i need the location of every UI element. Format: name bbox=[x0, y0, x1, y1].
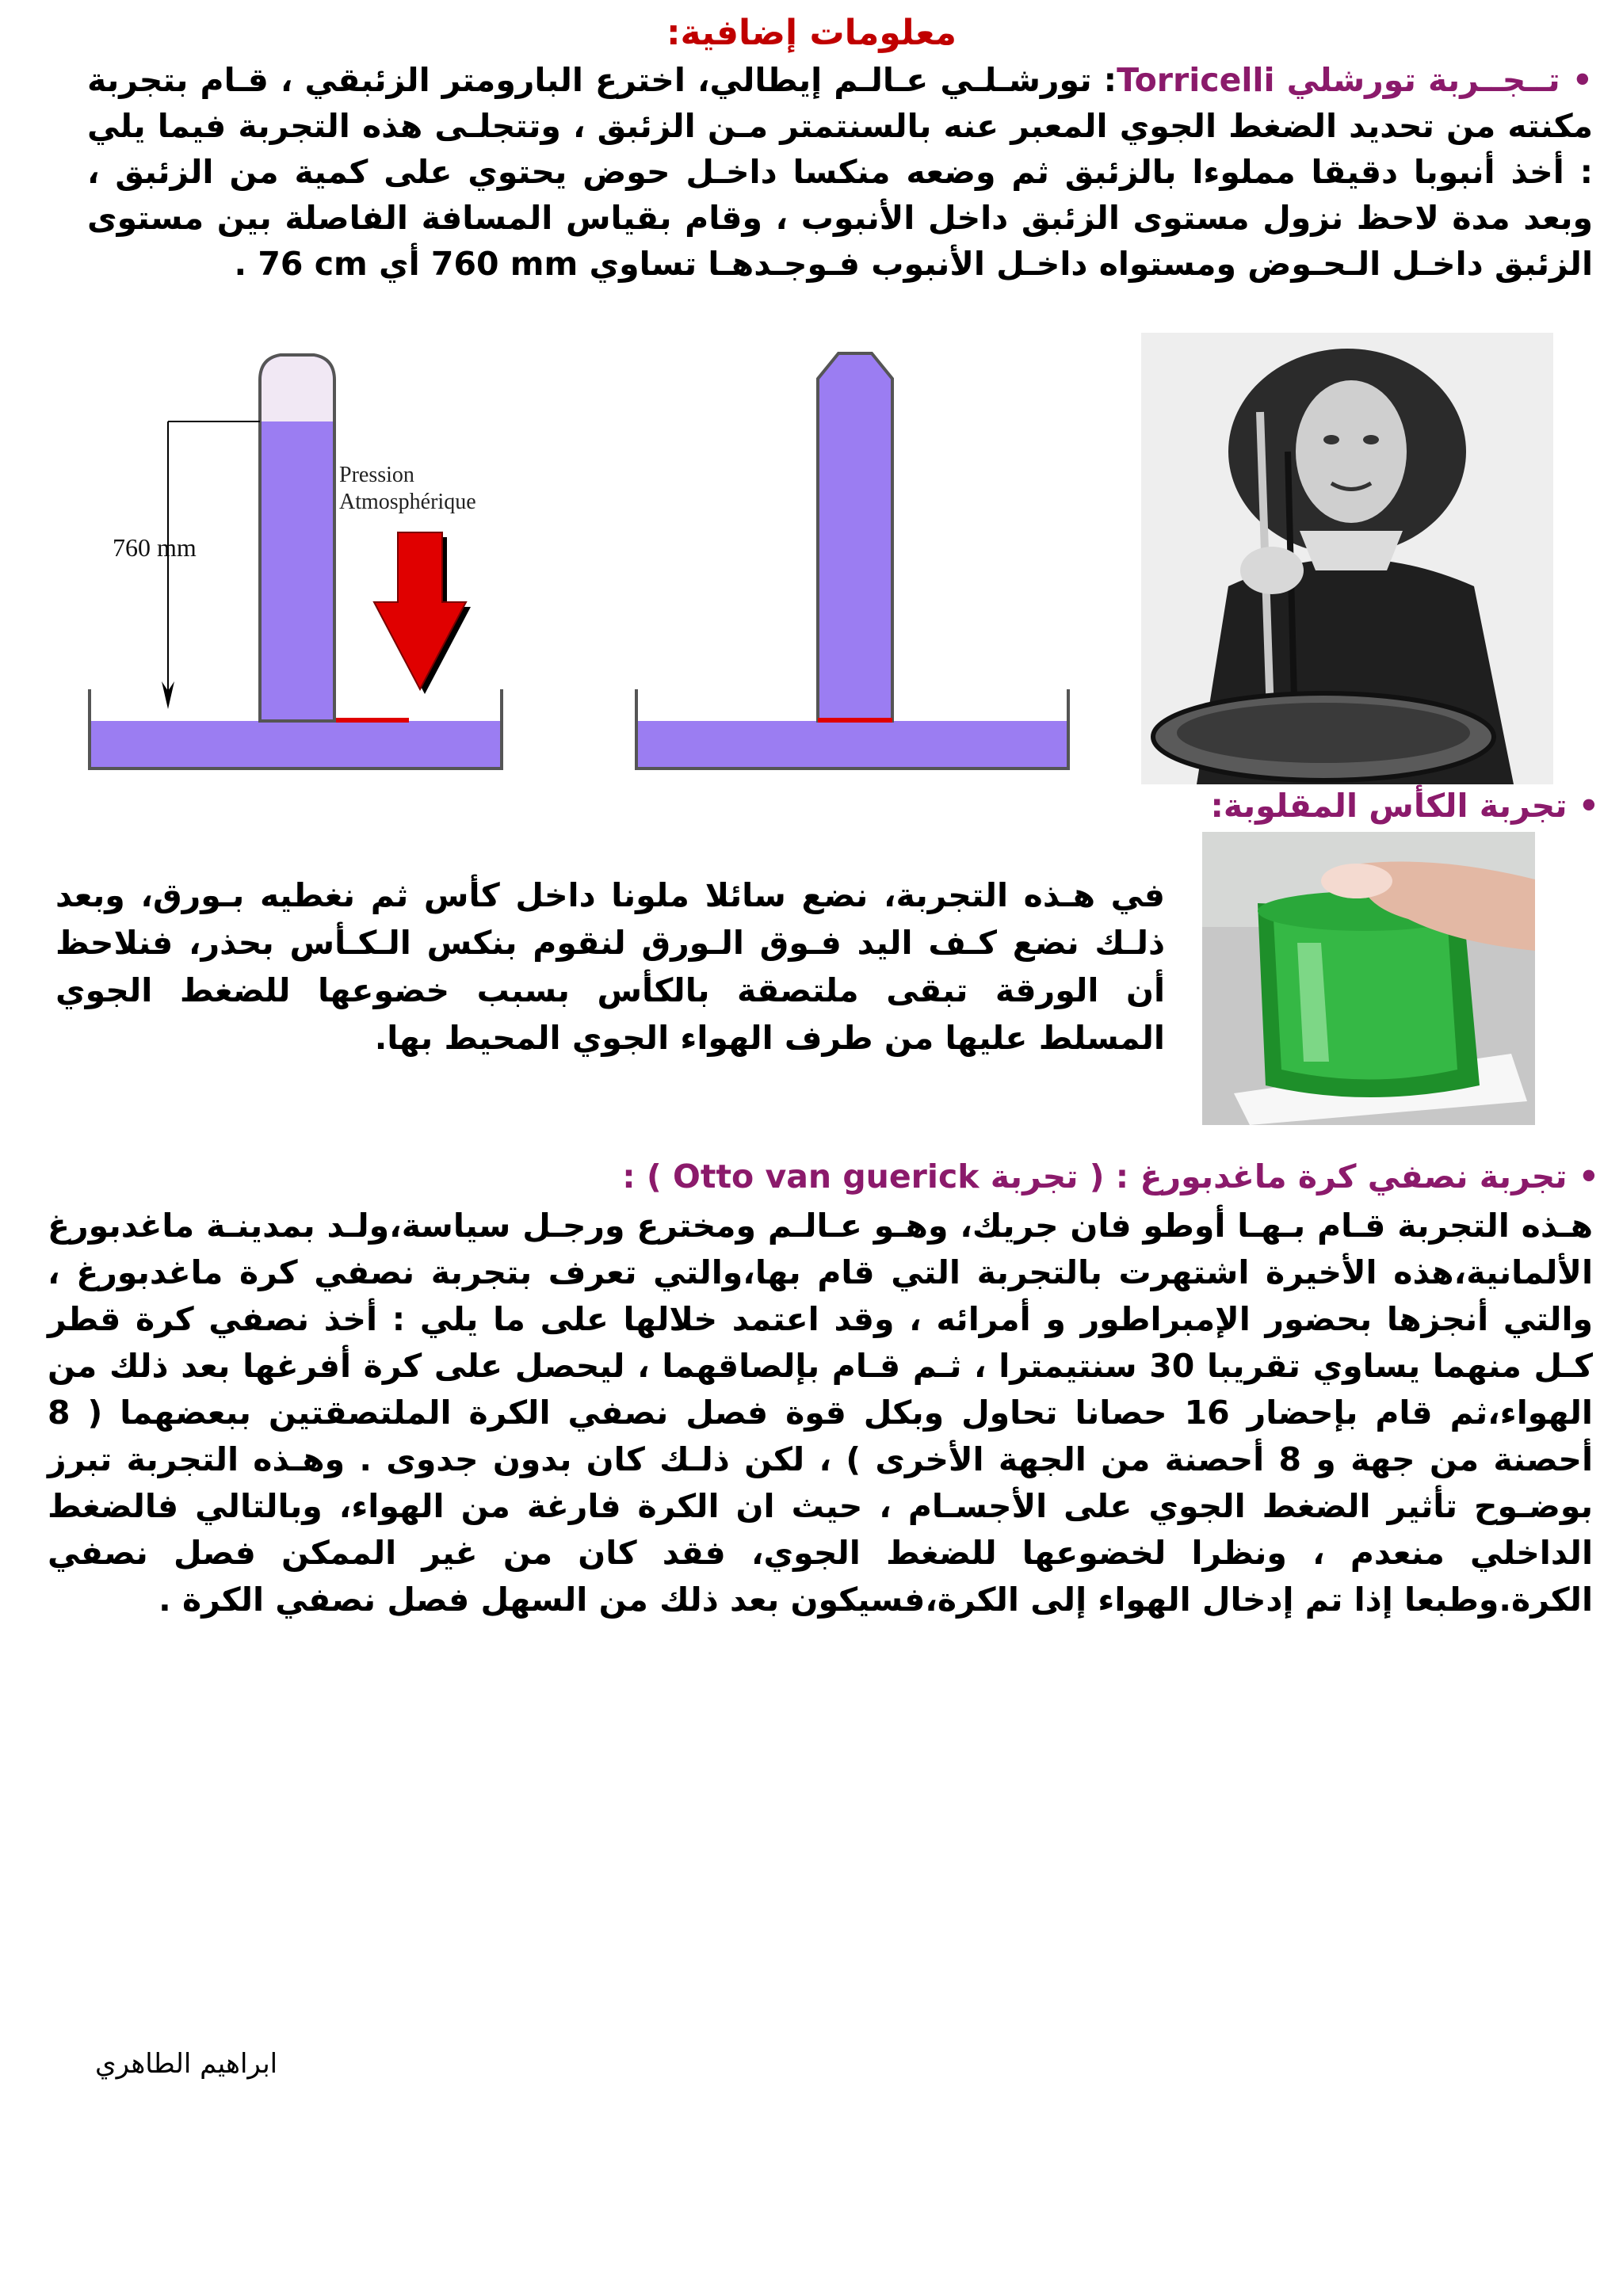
page-title: معلومات إضافية: bbox=[666, 13, 957, 53]
otto-heading: • تجربة نصفي كرة ماغدبورغ : ( تجربة Otto van guerick ) : bbox=[622, 1158, 1599, 1196]
barometer-figure bbox=[79, 333, 1078, 792]
torricelli-heading-en: Torricelli bbox=[1117, 61, 1275, 99]
torricelli-ay: أي bbox=[379, 245, 420, 283]
torricelli-end: . bbox=[234, 245, 247, 283]
torricelli-heading: • تــجــربة تورشلي bbox=[1286, 61, 1593, 99]
torricelli-value-mm: 760 mm bbox=[430, 245, 579, 283]
torricelli-body: : تورشـلـي عـالـم إيطالي، اخترع البارومتر الزئبقي ، قـام بتجربة مكنته من تحديد الضغط الجوي المعبر عنه بالسنتمتر مـن الزئبق ، وتتجلـى هذه التجربة فيما يلي : أخذ أنبوبا دقيقا مملوءا بالزئبق ثم وضعه منكسا داخـل حوض يحتوي على كمية من الزئبق ، وبعد مدة لاحظ نزول مستوى الزئبق داخل الأنبوب ، وقام بقياس المسافة الفاصلة بين مستوى الزئبق داخـل الـحـوض ومستواه داخـل الأنبوب فـوجـدهـا تساوي bbox=[87, 61, 1593, 283]
inverted-glass-photo bbox=[1202, 832, 1535, 1125]
otto-paragraph: هـذه التجربة قـام بـهـا أوطو فان جريك، وهـو عـالـم ومخترع ورجـل سياسة،ولـد بمدينـة ماغدبورغ الألمانية،هذه الأخيرة اشتهرت بالتجربة التي قام بها،والتي تعرف بتجربة نصفي كرة ماغدبورغ ، والتي أنجزها بحضور الإمبراطور و أمرائه ، وقد اعتمد خلالها على ما يلي : أخذ نصفي كرة قطر كـل منهما يساوي تقريبا 30 سنتيمترا ، ثـم قـام بإلصاقهما ، ليحصل على كرة أفرغها بعد ذلك من الهواء،ثم قام بإحضار 16 حصانا تحاول وبكل قوة فصل نصفي الكرة الملتصقتين ببعضهما ( 8 أحصنة من جهة و 8 أحصنة من الجهة الأخرى ) ، لكن ذلـك كان بدون جدوى . وهـذه التجربة تبرز بوضـوح تأثير الضغط الجوي على الأجسـام ، حيث ان الكرة فارغة من الهواء، وبالتالي فالضغط الداخلي منعدم ، ونظرا لخضوعها للضغط الجوي، فقد كان من غير الممكن فصل نصفي الكرة.وطبعا إذا تم إدخال الهواء إلى الكرة،فسيكون بعد ذلك من السهل فصل نصفي الكرة . bbox=[48, 1207, 1593, 1619]
torricelli-value-cm: 76 cm bbox=[258, 245, 368, 283]
author-name: ابراهيم الطاهري bbox=[95, 2048, 278, 2080]
glass-heading: • تجربة الكأس المقلوبة: bbox=[1210, 787, 1599, 825]
height-label: 760 mm bbox=[113, 533, 197, 562]
pressure-label-line1: Pression bbox=[339, 463, 414, 487]
glass-paragraph: في هـذه التجربة، نضع سائلا ملونا داخل كأس ثم نغطيه بـورق، وبعد ذلـك نضع كـف اليد فـوق الـورق لنقوم بنكس الـكـأس بحذر، فنلاحظ أن الورقة تبقى ملتصقة بالكأس بسبب خضوعها للضغط الجوي المسلط عليها من طرف الهواء الجوي المحيط بها. bbox=[55, 876, 1165, 1057]
torricelli-portrait bbox=[1141, 333, 1553, 784]
torricelli-paragraph bbox=[87, 57, 1593, 287]
pressure-label-line2: Atmosphérique bbox=[339, 490, 476, 514]
